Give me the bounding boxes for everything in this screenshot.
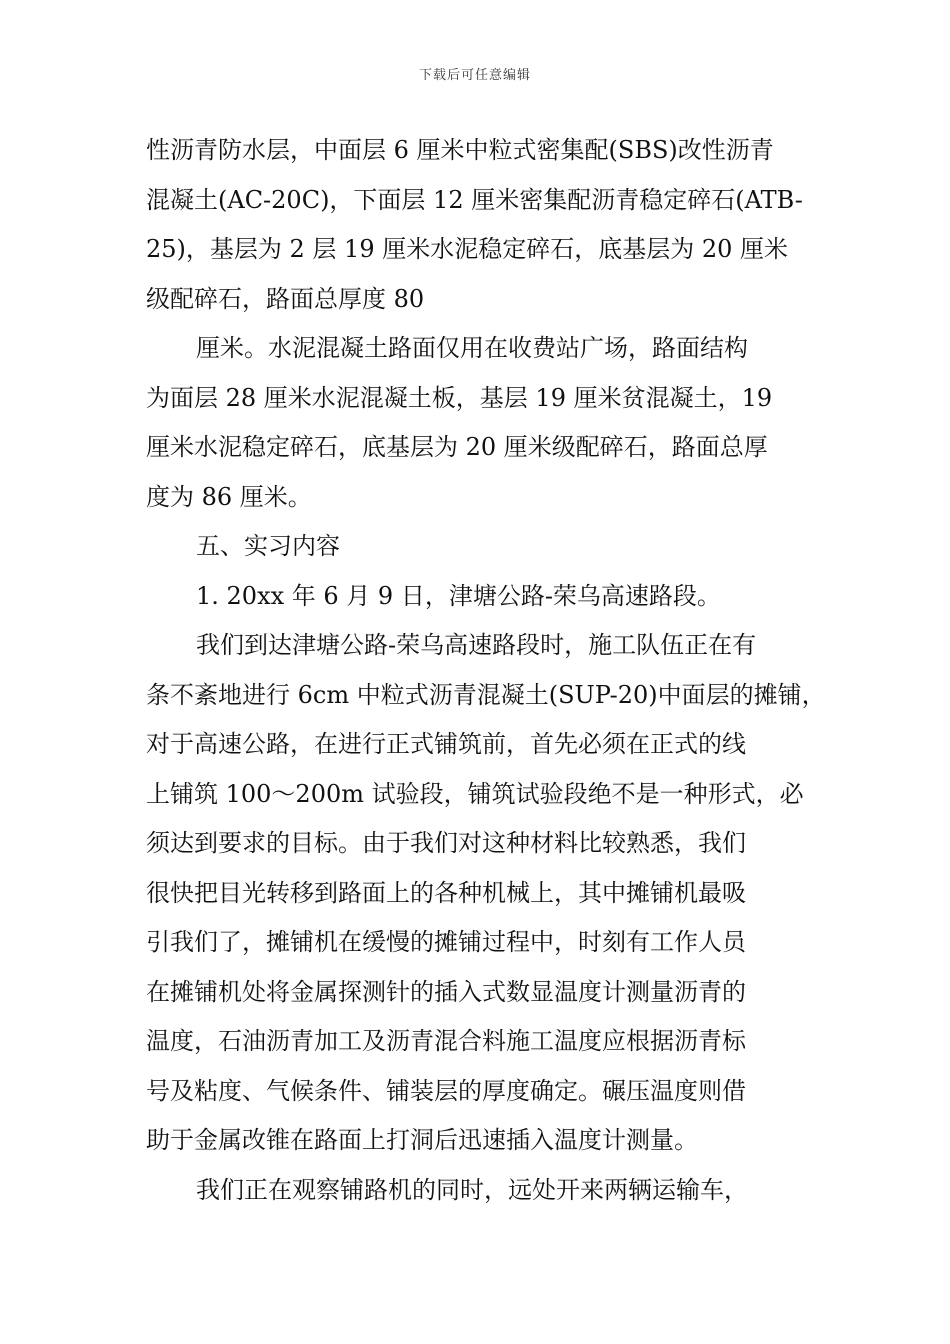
text-line: 级配碎石，路面总厚度 80: [146, 284, 425, 313]
page-header: 下载后可任意编辑: [418, 68, 531, 83]
text-line: 上铺筑 100～200m 试验段，铺筑试验段绝不是一种形式，必: [146, 779, 804, 808]
text-line: 在摊铺机处将金属探测针的插入式数显温度计测量沥青的: [146, 977, 746, 1006]
text-line: 性沥青防水层，中面层 6 厘米中粒式密集配(SBS)改性沥青: [146, 136, 774, 164]
section-heading: 五、实习内容: [196, 532, 340, 560]
text-line: 号及粘度、气候条件、铺装层的厚度确定。碾压温度则借: [146, 1076, 746, 1105]
text-line: 对于高速公路，在进行正式铺筑前，首先必须在正式的线: [146, 730, 746, 758]
paragraph-start-line: 我们到达津塘公路-荣乌高速路段时，施工队伍正在有: [196, 631, 757, 659]
body-text: [146, 126, 826, 1215]
text-line: 度为 86 厘米。: [146, 482, 312, 511]
text-line: 混凝土(AC-20C)，下面层 12 厘米密集配沥青稳定碎石(ATB-: [146, 185, 803, 214]
text-line: 温度，石油沥青加工及沥青混合料施工温度应根据沥青标: [146, 1027, 746, 1055]
subsection-heading: 1. 20xx 年 6 月 9 日，津塘公路-荣乌高速路段。: [196, 581, 721, 610]
text-line: 很快把目光转移到路面上的各种机械上，其中摊铺机最吸: [146, 878, 746, 907]
text-line: 须达到要求的目标。由于我们对这种材料比较熟悉，我们: [146, 829, 746, 857]
text-line: 条不紊地进行 6cm 中粒式沥青混凝土(SUP-20)中面层的摊铺，: [146, 680, 826, 709]
paragraph-start-line: 我们正在观察铺路机的同时，远处开来两辆运输车，: [196, 1175, 748, 1204]
text-line: 25)，基层为 2 层 19 厘米水泥稳定碎石，底基层为 20 厘米: [146, 235, 789, 263]
text-line: 助于金属改锥在路面上打洞后迅速插入温度计测量。: [146, 1126, 698, 1154]
paragraph-start-line: 厘米。水泥混凝土路面仅用在收费站广场，路面结构: [196, 334, 748, 362]
text-line: 为面层 28 厘米水泥混凝土板，基层 19 厘米贫混凝土，19: [146, 383, 773, 412]
text-line: 厘米水泥稳定碎石，底基层为 20 厘米级配碎石，路面总厚: [146, 433, 768, 461]
text-line: 引我们了，摊铺机在缓慢的摊铺过程中，时刻有工作人员: [146, 928, 746, 956]
